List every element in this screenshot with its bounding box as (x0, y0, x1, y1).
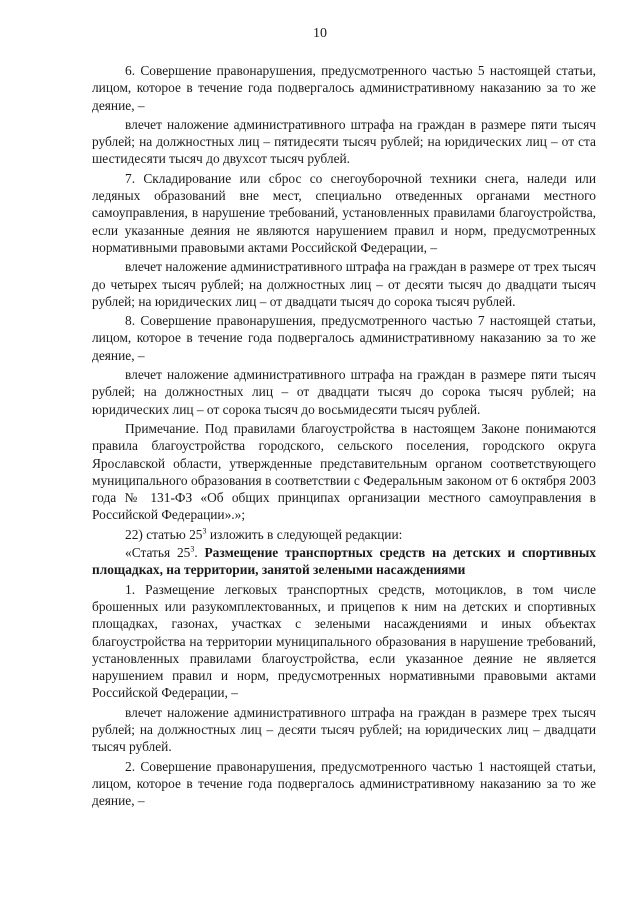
article-title: Размещение транспортных средств на детских и спортивных площадках, на территории, занятой зелеными насаждениями (92, 545, 596, 578)
article-sup: 3 (190, 544, 195, 554)
paragraph-part-7: 7. Складирование или сброс со снегоуборочной техники снега, наледи или ледяных образований вне мест, специально отведенных органами местного самоуправления, в нарушение требований, установленных правилами благоустройства, если указанные деяния не являются нарушением правил и норм, предусмотренных нормативными правовыми актами Российской Федерации, – (92, 170, 596, 255)
document-body (92, 62, 596, 811)
paragraph-article-part-1: 1. Размещение легковых транспортных средств, мотоциклов, в том числе брошенных или разукомплектованных, и прицепов к ним на детских и спортивных площадках, газонах, участках с зелеными насаждениями и иных объектах благоустройства на территории муниципального образования в нарушение требований, установленных правилами благоустройства, если указанное деяние не является нарушением правил и норм, предусмотренных нормативными правовыми актами Российской Федерации, – (92, 581, 596, 701)
paragraph-article-penalty-1: влечет наложение административного штрафа на граждан в размере трех тысяч рублей; на должностных лиц – десяти тысяч рублей; на юридических лиц – двадцати тысяч рублей. (92, 704, 596, 755)
paragraph-item-22 (92, 526, 596, 543)
paragraph-note: Примечание. Под правилами благоустройства в настоящем Законе понимаются правила благоустройства городского, сельского поселения, городского округа Ярославской области, утвержденные представительным органом соответствующего муниципального образования в соответствии с Федеральным законом от 6 октября 2003 года № 131-ФЗ «Об общих принципах организации местного самоуправления в Российской Федерации».»; (92, 420, 596, 523)
paragraph-part-6: 6. Совершение правонарушения, предусмотренного частью 5 настоящей статьи, лицом, которое в течение года подвергалось административному наказанию за то же деяние, – (92, 63, 596, 113)
paragraph-part-8: 8. Совершение правонарушения, предусмотренного частью 7 настоящей статьи, лицом, которое в течение года подвергалось административному наказанию за то же деяние, – (92, 313, 596, 363)
paragraph-article-part-2: 2. Совершение правонарушения, предусмотренного частью 1 настоящей статьи, лицом, которое в течение года подвергалось административному наказанию за то же деяние, – (92, 758, 596, 809)
article-heading (92, 544, 596, 579)
page-number: 10 (313, 26, 327, 41)
paragraph-penalty-7: влечет наложение административного штрафа на граждан в размере от трех тысяч до четырех тысяч рублей; на должностных лиц – от десяти тысяч до двадцати тысяч рублей; на юридических лиц – от двадцати тысяч до сорока тысяч рублей. (92, 259, 596, 309)
item22-suffix: изложить в следующей редакции: (206, 526, 403, 542)
item22-prefix: 22) статью 25 (125, 526, 203, 542)
item22-sup: 3 (202, 526, 207, 536)
article-dot: . (194, 545, 205, 561)
article-prefix: «Статья 25 (125, 545, 191, 561)
paragraph-penalty-8: влечет наложение административного штрафа на граждан в размере пяти тысяч рублей; на должностных лиц – от двадцати тысяч до сорока тысяч рублей; на юридических лиц – от сорока тысяч до восьмидесяти тысяч рублей. (92, 367, 596, 417)
paragraph-penalty-6: влечет наложение административного штрафа на граждан в размере пяти тысяч рублей; на должностных лиц – пятидесяти тысяч рублей; на юридических лиц – от ста шестидесяти тысяч до двухсот тысяч рублей. (92, 116, 596, 167)
